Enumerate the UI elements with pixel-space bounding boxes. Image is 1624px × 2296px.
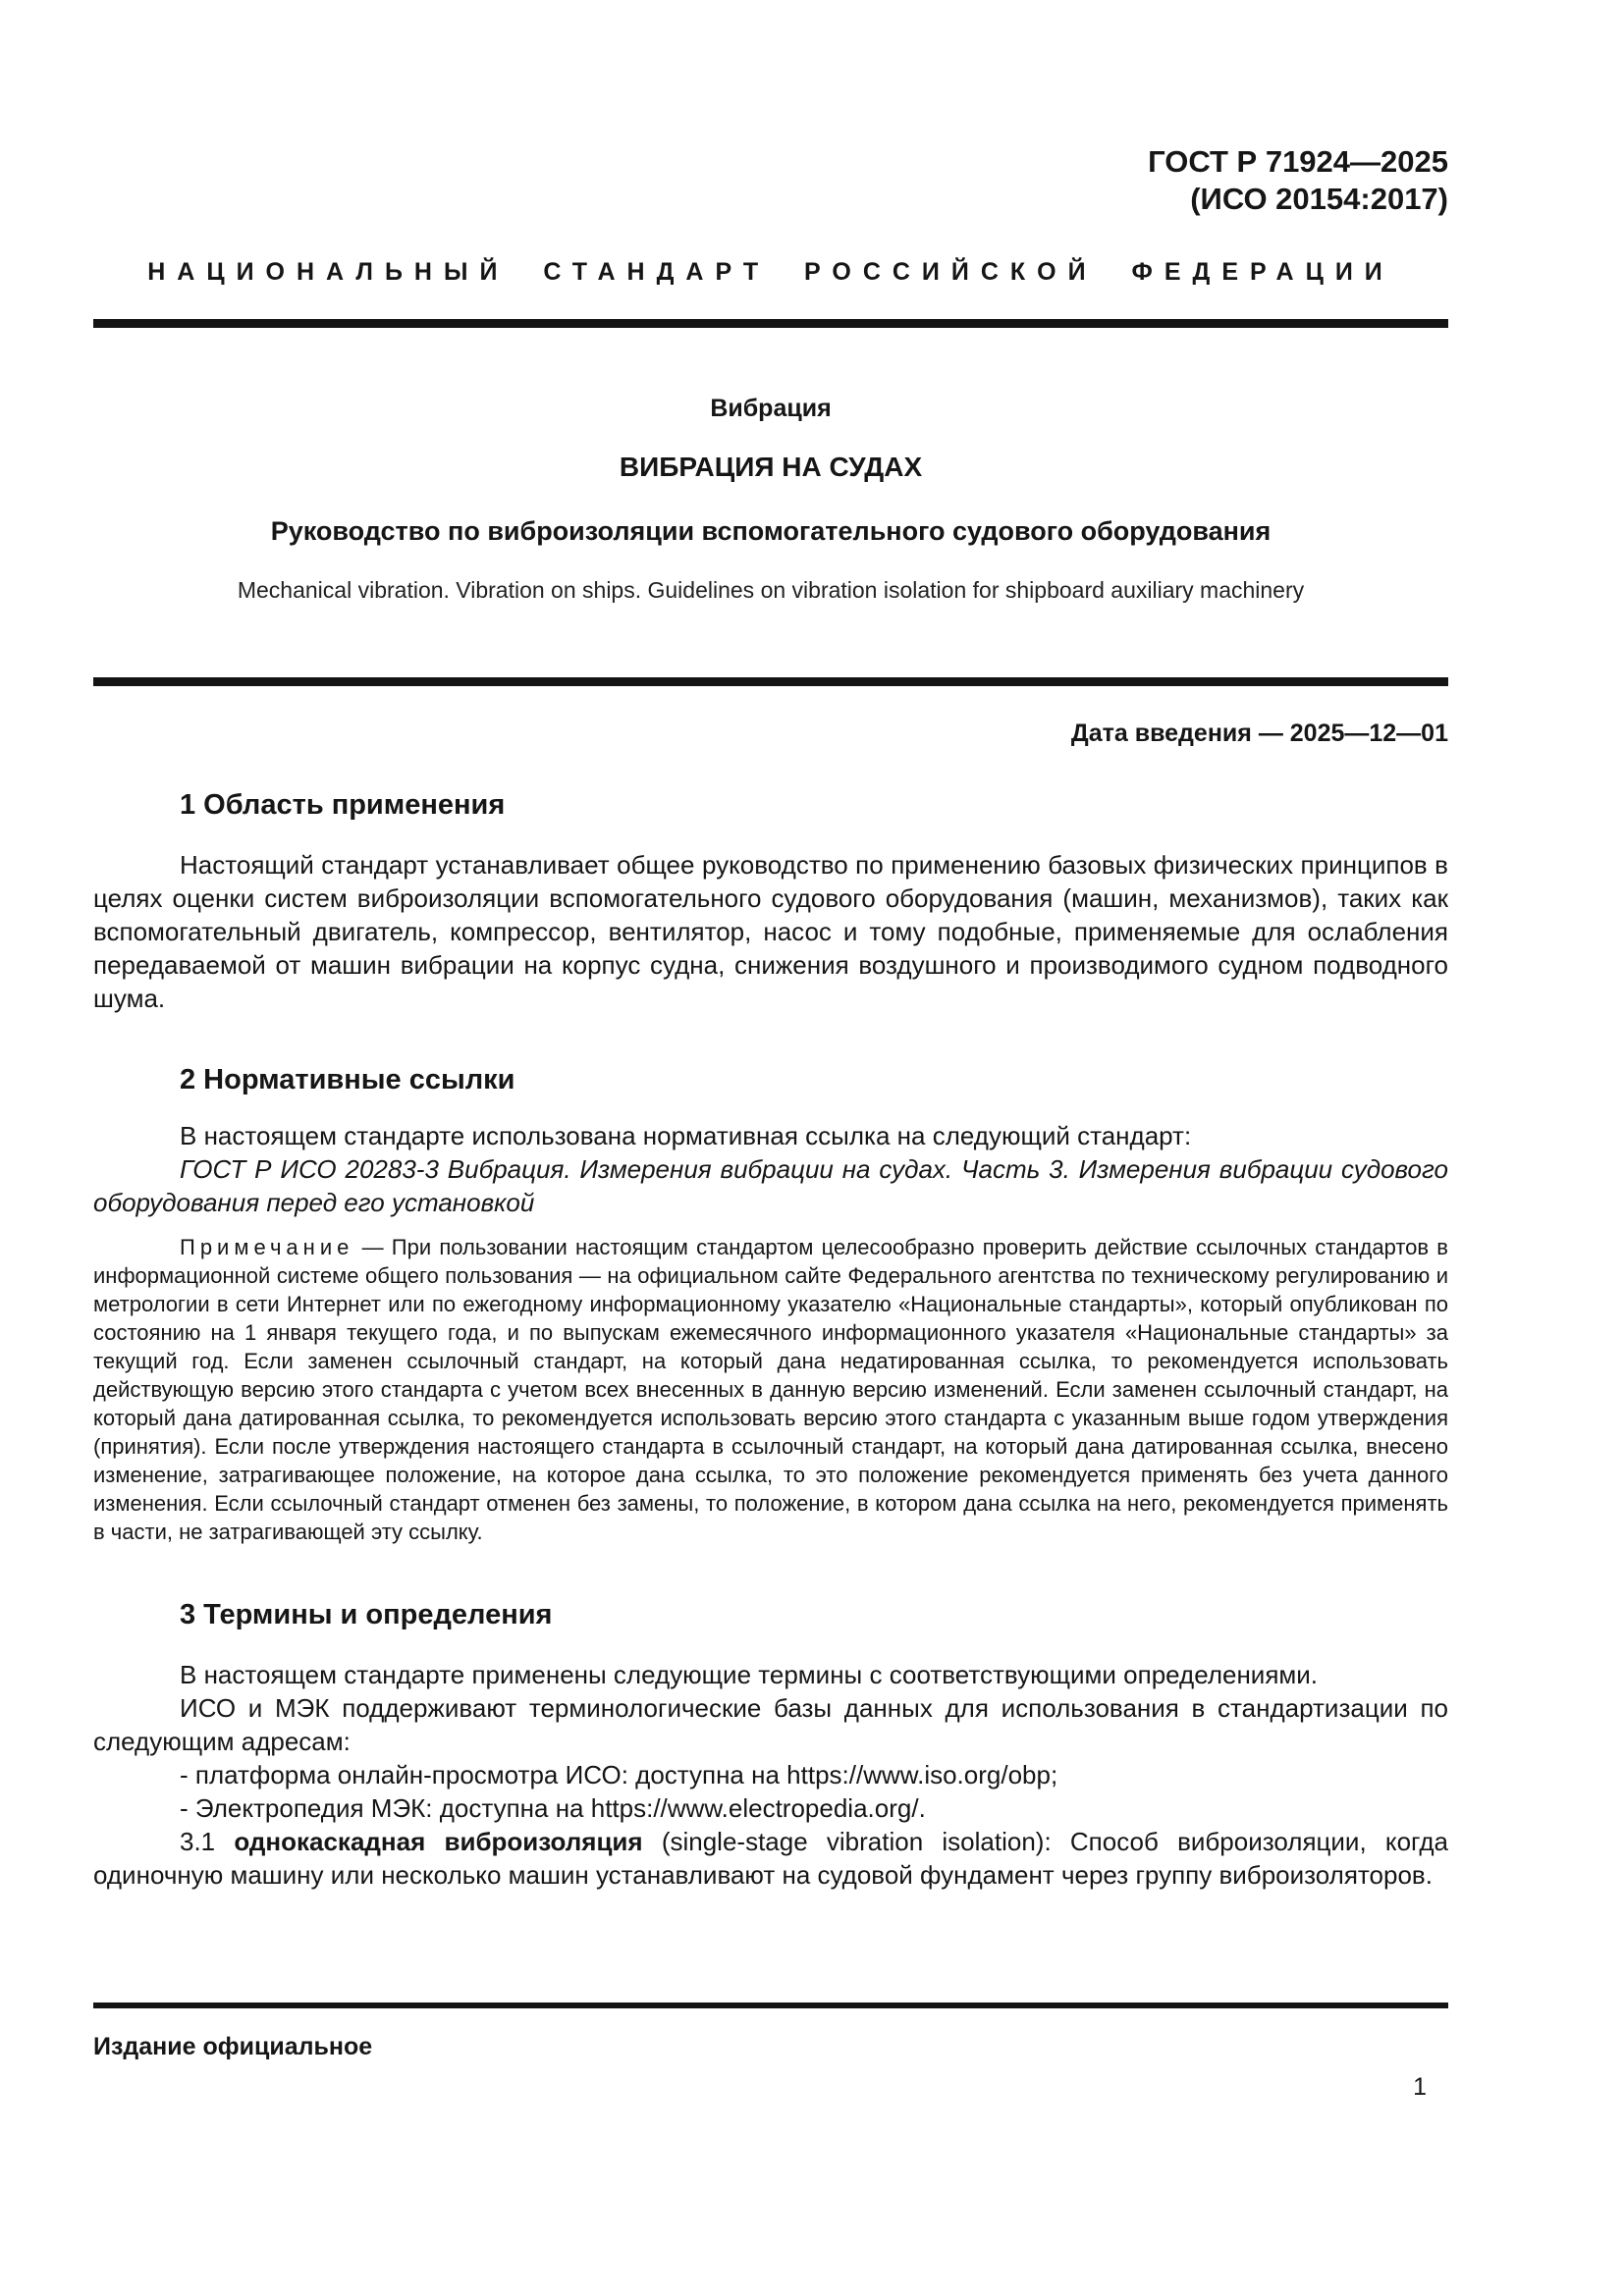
english-title: Mechanical vibration. Vibration on ships. Guidelines on vibration isolation for shipboard auxiliary machinery bbox=[237, 577, 1305, 603]
list-item-electropedia: - Электропедия МЭК: доступна на https://www.electropedia.org/. bbox=[180, 1793, 926, 1823]
note-text: — При пользовании настоящим стандартом целесообразно проверить действие ссылочных стандартов в информационной системе общего пользования — на официальном сайте Федерального агентства по техническому регулированию и метрологии в сети Интернет или по ежегодному информационному указателю «Национальные стандарты», который опубликован по состоянию на 1 января текущего года, и по выпускам ежемесячного информационного указателя «Национальные стандарты» за текущий год. Если заменен ссылочный стандарт, на который дана недатированная ссылка, то рекомендуется использовать действующую версию этого стандарта с учетом всех внесенных в данную версию изменений. Если заменен ссылочный стандарт, на который дана датированная ссылка, то рекомендуется использовать версию этого стандарта с указанным выше годом утверждения (принятия). Если после утверждения настоящего стандарта в ссылочный стандарт, на который дана датированная ссылка, внесено изменение, затрагивающее положение, на которое дана ссылка, то это положение рекомендуется применять без учета данного изменения. Если ссылочный стандарт отменен без замены, то положение, в котором дана ссылка на него, рекомендуется применять в части, не затрагивающей эту ссылку. bbox=[93, 1235, 1448, 1544]
section-3-heading: 3 Термины и определения bbox=[180, 1599, 553, 1630]
list-item-iso-platform: - платформа онлайн-просмотра ИСО: доступна на https://www.iso.org/obp; bbox=[180, 1760, 1058, 1789]
term-definition-text: (single-stage vibration isolation): Способ виброизоляции, когда одиночную машину или несколько машин устанавливают на судовой фундамент через группу виброизоляторов. bbox=[93, 1827, 1448, 1890]
footer-rule bbox=[93, 2002, 1448, 2008]
term-name: однокаскадная виброизоляция bbox=[234, 1827, 643, 1856]
effective-date: Дата введения — 2025—12—01 bbox=[1070, 720, 1448, 747]
page-number: 1 bbox=[1413, 2073, 1427, 2101]
note-paragraph bbox=[93, 1233, 1448, 1546]
term-definition bbox=[93, 1825, 1448, 1892]
edition-note: Издание официальное bbox=[93, 2033, 373, 2060]
section-2-heading: 2 Нормативные ссылки bbox=[180, 1064, 515, 1095]
normative-intro: В настоящем стандарте использована нормативная ссылка на следующий стандарт: bbox=[180, 1121, 1192, 1150]
standard-type-title: НАЦИОНАЛЬНЫЙ СТАНДАРТ РОССИЙСКОЙ ФЕДЕРАЦИИ bbox=[147, 258, 1394, 286]
terms-intro: В настоящем стандарте применены следующие термины с соответствующими определениями. bbox=[180, 1660, 1319, 1689]
subject-title: Вибрация bbox=[710, 395, 832, 422]
note-label: Примечание bbox=[180, 1235, 354, 1259]
header-rule bbox=[93, 319, 1448, 328]
title-rule bbox=[93, 677, 1448, 686]
subtitle: Руководство по виброизоляции вспомогательного судового оборудования bbox=[270, 516, 1272, 546]
iso-number: (ИСО 20154:2017) bbox=[1190, 182, 1448, 216]
normative-reference: ГОСТ Р ИСО 20283-3 Вибрация. Измерения вибрации на судах. Часть 3. Измерения вибрации судового оборудования перед его установкой bbox=[93, 1154, 1448, 1217]
doc-number: ГОСТ Р 71924—2025 bbox=[1148, 144, 1448, 179]
section-1-heading: 1 Область применения bbox=[180, 789, 506, 821]
main-title: ВИБРАЦИЯ НА СУДАХ bbox=[619, 452, 923, 482]
doc-header bbox=[93, 0, 1448, 218]
term-number: 3.1 bbox=[180, 1827, 235, 1856]
scope-paragraph: Настоящий стандарт устанавливает общее руководство по применению базовых физических принципов в целях оценки систем виброизоляции вспомогательного судового оборудования (машин, механизмов), таких как вспомогательный двигатель, компрессор, вентилятор, насос и тому подобные, применяемые для ослабления передаваемой от машин вибрации на корпус судна, снижения воздушного и производимого судном подводного шума. bbox=[93, 850, 1448, 1013]
terms-databases-intro: ИСО и МЭК поддерживают терминологические базы данных для использования в стандартизации по следующим адресам: bbox=[93, 1693, 1448, 1756]
